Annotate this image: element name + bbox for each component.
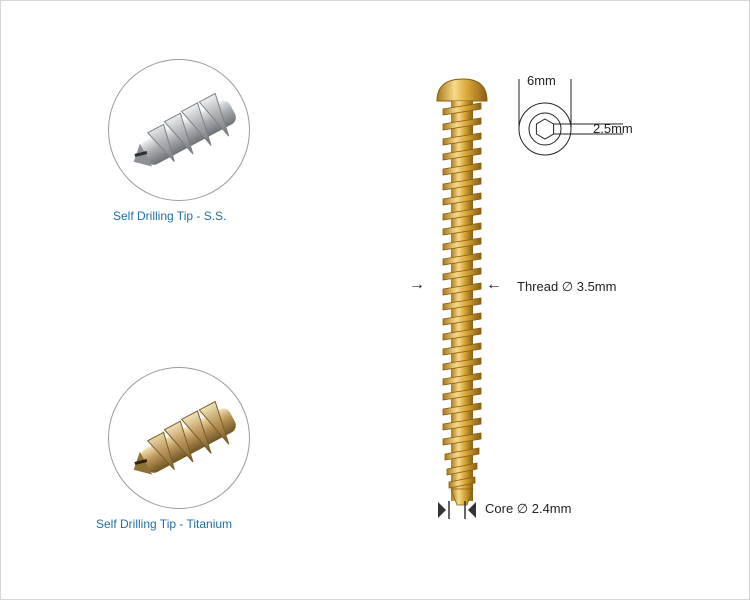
- titanium-tip-caption: Self Drilling Tip - Titanium: [96, 517, 233, 531]
- head-inner: [529, 113, 561, 145]
- core-markers-icon: [438, 500, 478, 520]
- thread-left-arrow-icon: →: [409, 276, 425, 293]
- core-diameter-label: Core ∅ 2.4mm: [485, 501, 572, 516]
- ss-tip-closeup: [108, 59, 250, 201]
- titanium-tip-closeup: [108, 367, 250, 509]
- titanium-tip-image: [109, 368, 249, 508]
- head-diameter-label: 6mm: [527, 73, 556, 88]
- ss-tip-image: [109, 60, 249, 200]
- hex-size-label: 2.5mm: [593, 121, 633, 136]
- head-outline: [519, 103, 571, 155]
- thread-diameter-label: Thread ∅ 3.5mm: [517, 279, 617, 294]
- cortical-screw-image: [421, 75, 501, 515]
- ss-tip-caption: Self Drilling Tip - S.S.: [113, 209, 227, 223]
- thread-right-arrow-icon: ←: [486, 276, 502, 293]
- hex-socket: [536, 119, 553, 139]
